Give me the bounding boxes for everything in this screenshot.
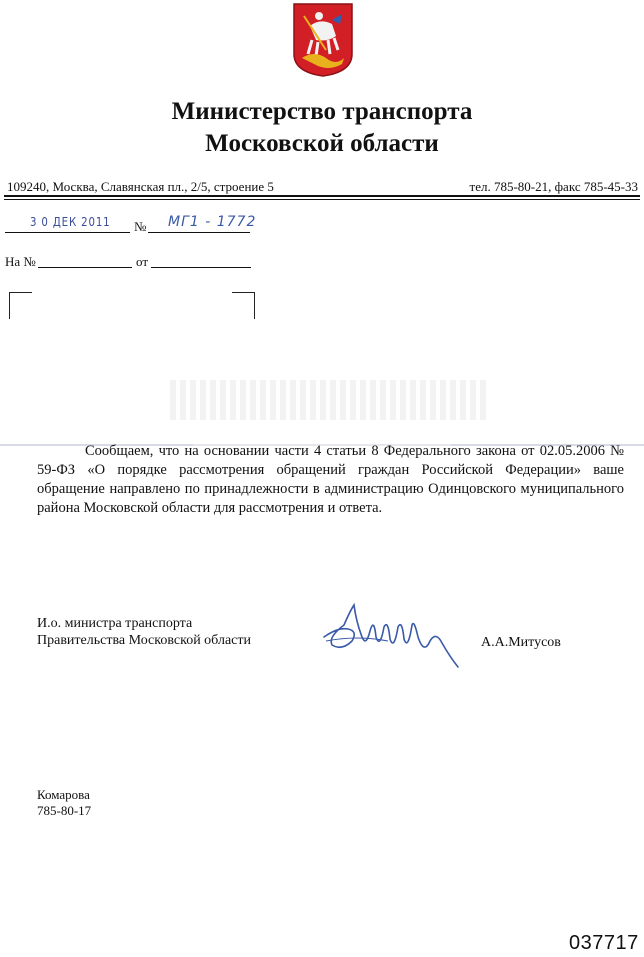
reference-date-label: от xyxy=(136,254,149,269)
outgoing-number-value: МГ1 - 1772 xyxy=(168,214,257,230)
outgoing-number-label: № xyxy=(134,219,147,234)
address-bracket-left xyxy=(9,292,32,319)
ministry-address: 109240, Москва, Славянская пл., 2/5, строение 5 xyxy=(7,179,274,194)
executor-phone: 785-80-17 xyxy=(37,803,92,818)
signatory-position-line-1: И.о. министра транспорта xyxy=(37,616,193,631)
coat-of-arms-emblem xyxy=(292,2,354,78)
reference-number-label: На № xyxy=(5,254,36,269)
signatory-position-line-2: Правительства Московской области xyxy=(37,633,251,648)
reference-number-underline xyxy=(38,267,132,268)
executor-name: Комарова xyxy=(37,787,90,802)
handwritten-signature xyxy=(318,597,468,669)
ministry-contacts: тел. 785-80-21, факс 785-45-33 xyxy=(469,179,638,194)
ministry-title-line-2: Московской области xyxy=(205,130,439,157)
reference-date-underline xyxy=(151,267,251,268)
signatory-name: А.А.Митусов xyxy=(481,635,561,650)
ministry-title-line-1: Министерство транспорта xyxy=(171,98,473,125)
letter-body-text: Сообщаем, что на основании части 4 статьи 8 Федерального закона от 02.05.2006 № 59-ФЗ «О порядке рассмотрения обращений граждан Российской Федерации» ваше обращение направлено по принадлежности в администрацию Одинцовского муниципального района Московской области для рассмотрения и ответа. xyxy=(37,443,624,516)
registration-number: 037717 xyxy=(569,932,639,954)
show-through-text xyxy=(170,380,490,420)
outgoing-date-stamp: 3 0 ДЕК 2011 xyxy=(30,215,111,229)
number-underline xyxy=(148,232,250,233)
date-underline xyxy=(5,232,130,233)
address-bracket-right xyxy=(232,292,255,319)
letterhead-rule-thick xyxy=(4,195,640,197)
letterhead-rule-thin xyxy=(4,199,640,200)
